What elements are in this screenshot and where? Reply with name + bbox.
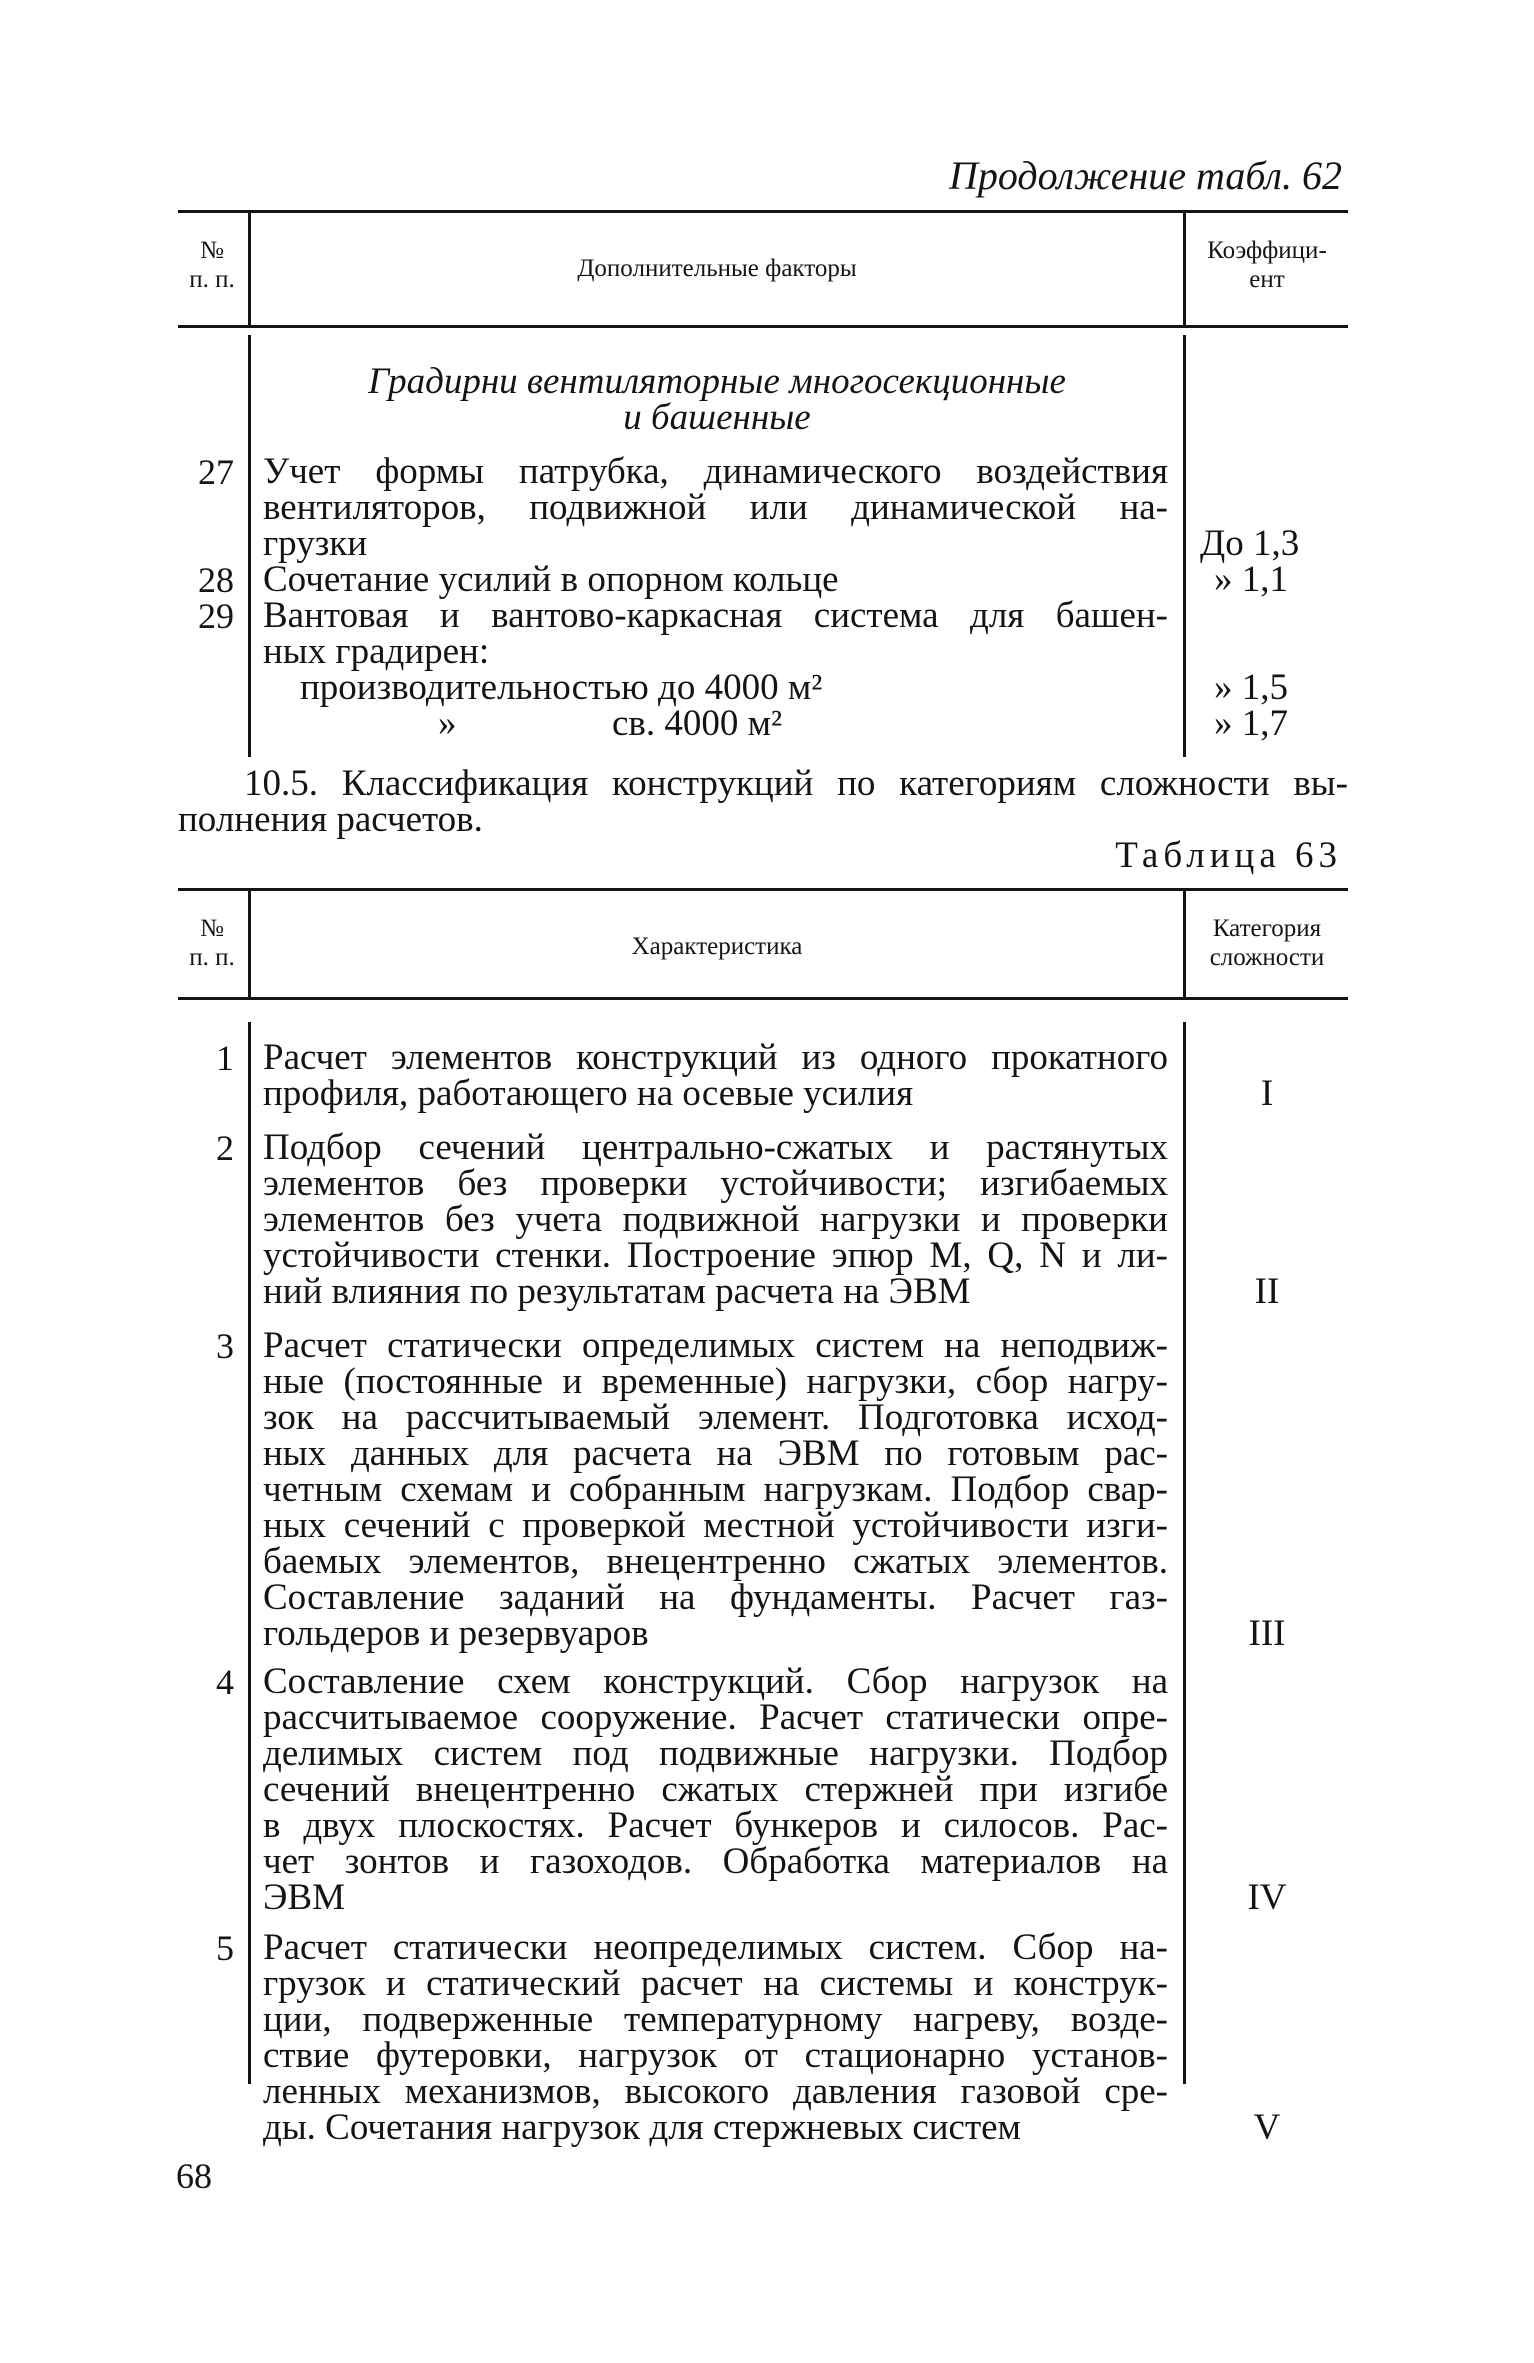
row-text-line: Расчет статически определимых систем на неподвиж-: [263, 1325, 1168, 1366]
header-category: [1186, 914, 1348, 972]
row-text-line: ные (постоянные и временные) нагрузки, сбор нагру-: [263, 1361, 1168, 1402]
row-text-line: ствие футеровки, нагрузок от стационарно установ-: [263, 2035, 1168, 2076]
header-num-abbrev: п. п.: [189, 266, 235, 293]
row-category: II: [1254, 1271, 1280, 1312]
row-coef: » 1,1: [1214, 559, 1288, 600]
section-title-line1: Градирни вентиляторные многосекционные: [368, 361, 1066, 402]
row-text-line: сечений внецентренно сжатых стержней при изгибе: [263, 1769, 1168, 1810]
row-text-line: Учет формы патрубка, динамического воздействия: [263, 451, 1168, 492]
section-title-line2: и башенные: [623, 397, 811, 438]
header-num-abbrev: п. п.: [189, 944, 235, 971]
header-coef-line1: Коэффици-: [1207, 237, 1327, 264]
header-category-line1: Категория: [1212, 915, 1322, 942]
header-num-symbol: №: [200, 915, 224, 942]
row-text-line: рассчитываемое сооружение. Расчет статически опре-: [263, 1697, 1168, 1738]
row-text-line: делимых систем под подвижные нагрузки. Подбор: [263, 1733, 1168, 1774]
row-text-line: ды. Сочетания нагрузок для стержневых систем: [263, 2107, 1021, 2148]
row-text-line: Вантовая и вантово-каркасная система для башен-: [263, 595, 1168, 636]
sub-row-coef: » 1,7: [1214, 703, 1288, 744]
paragraph-line: полнения расчетов.: [178, 799, 483, 840]
header-num: [178, 914, 246, 972]
section-title: [252, 361, 1182, 438]
table-62-header-rule: [178, 325, 1348, 328]
row-number: 1: [216, 1038, 234, 1078]
row-category: V: [1253, 2107, 1281, 2148]
table-62-top-rule: [178, 210, 1348, 213]
row-category: I: [1260, 1073, 1274, 1114]
header-coef: [1186, 236, 1348, 294]
paragraph-line: 10.5. Классификация конструкций по категориям сложности вы-: [244, 763, 1348, 804]
row-text: Сочетание усилий в опорном кольце: [263, 559, 839, 600]
row-number: 5: [216, 1928, 234, 1968]
row-text-line: Составление заданий на фундаменты. Расчет газ-: [263, 1577, 1168, 1618]
table-63-top-rule: [178, 888, 1348, 891]
row-text-line: грузок и статический расчет на системы и конструк-: [263, 1963, 1168, 2004]
row-text: [263, 595, 1168, 672]
row-number: 27: [198, 452, 234, 492]
table-62-col-divider: [248, 335, 251, 757]
row-text-line: ции, подверженные температурному нагреву, возде-: [263, 1999, 1168, 2040]
row-text-line: четным схемам и собранным нагрузкам. Подбор свар-: [263, 1469, 1168, 1510]
row-text-line: ных градирен:: [263, 631, 490, 672]
row-text: [263, 1037, 1168, 1114]
row-text-line: ний влияния по результатам расчета на ЭВМ: [263, 1271, 971, 1312]
row-text-line: ленных механизмов, высокого давления газовой сре-: [263, 2071, 1168, 2112]
row-text-line: чет зонтов и газоходов. Обработка материалов на: [263, 1841, 1168, 1882]
table-63-col-divider: [248, 891, 251, 997]
table-62-col-divider: [248, 213, 251, 325]
row-number: 3: [216, 1326, 234, 1366]
header-num-symbol: №: [200, 237, 224, 264]
row-text-line: Расчет статически неопределимых систем. Сбор на-: [263, 1927, 1168, 1968]
row-text-line: ных данных для расчета на ЭВМ по готовым рас-: [263, 1433, 1168, 1474]
table-62-col-divider: [1183, 335, 1186, 757]
table-63-col-divider: [1183, 1022, 1186, 2084]
row-text-line: баемых элементов, внецентренно сжатых элементов.: [263, 1541, 1168, 1582]
row-text-line: профиля, работающего на осевые усилия: [263, 1073, 914, 1114]
row-text-line: ЭВМ: [263, 1877, 346, 1918]
row-text: [263, 451, 1168, 564]
header-characteristic: Характеристика: [631, 933, 803, 960]
sub-row-coef: » 1,5: [1214, 667, 1288, 708]
row-text-line: ных сечений с проверкой местной устойчивости изги-: [263, 1505, 1168, 1546]
sub-row-label: производительностью до 4000 м²: [300, 667, 823, 708]
row-text-line: зок на рассчитываемый элемент. Подготовка исход-: [263, 1397, 1168, 1438]
row-number: 28: [198, 560, 234, 600]
header-coef-line2: ент: [1249, 266, 1285, 293]
header-category-line2: сложности: [1209, 944, 1325, 971]
row-coef: До 1,3: [1200, 523, 1300, 564]
row-text: [263, 1325, 1168, 1654]
sub-row-label: св. 4000 м²: [612, 703, 783, 744]
continuation-note: Продолжение табл. 62: [948, 153, 1342, 198]
row-text-line: вентиляторов, подвижной или динамической на-: [263, 487, 1168, 528]
row-number: 2: [216, 1128, 234, 1168]
row-text-line: грузки: [263, 523, 368, 564]
row-category: IV: [1247, 1877, 1287, 1918]
page-number: 68: [176, 2156, 212, 2196]
table-63-col-divider: [248, 1022, 251, 2084]
row-text: [263, 1927, 1168, 2148]
row-number: 4: [216, 1662, 234, 1702]
row-text-line: элементов без проверки устойчивости; изгибаемых: [263, 1163, 1168, 1204]
row-text-line: гольдеров и резервуаров: [263, 1613, 649, 1654]
header-factors: Дополнительные факторы: [577, 255, 857, 282]
row-text-line: Расчет элементов конструкций из одного прокатного: [263, 1037, 1168, 1078]
row-text-line: Составление схем конструкций. Сбор нагрузок на: [263, 1661, 1168, 1702]
section-paragraph: [178, 763, 1348, 840]
row-text-line: Подбор сечений центрально-сжатых и растянутых: [263, 1127, 1168, 1168]
ditto-mark: »: [438, 703, 457, 744]
table-63-header-rule: [178, 997, 1348, 1000]
table-63-caption: Таблица 63: [1115, 835, 1342, 876]
row-text-line: в двух плоскостях. Расчет бункеров и силосов. Рас-: [263, 1805, 1168, 1846]
row-category: III: [1248, 1613, 1286, 1654]
header-num: [178, 236, 246, 294]
row-text-line: устойчивости стенки. Построение эпюр M, Q, N и ли-: [263, 1235, 1168, 1276]
row-text: [263, 1127, 1168, 1312]
row-number: 29: [198, 596, 234, 636]
row-text: [263, 1661, 1168, 1918]
row-text-line: элементов без учета подвижной нагрузки и проверки: [263, 1199, 1168, 1240]
